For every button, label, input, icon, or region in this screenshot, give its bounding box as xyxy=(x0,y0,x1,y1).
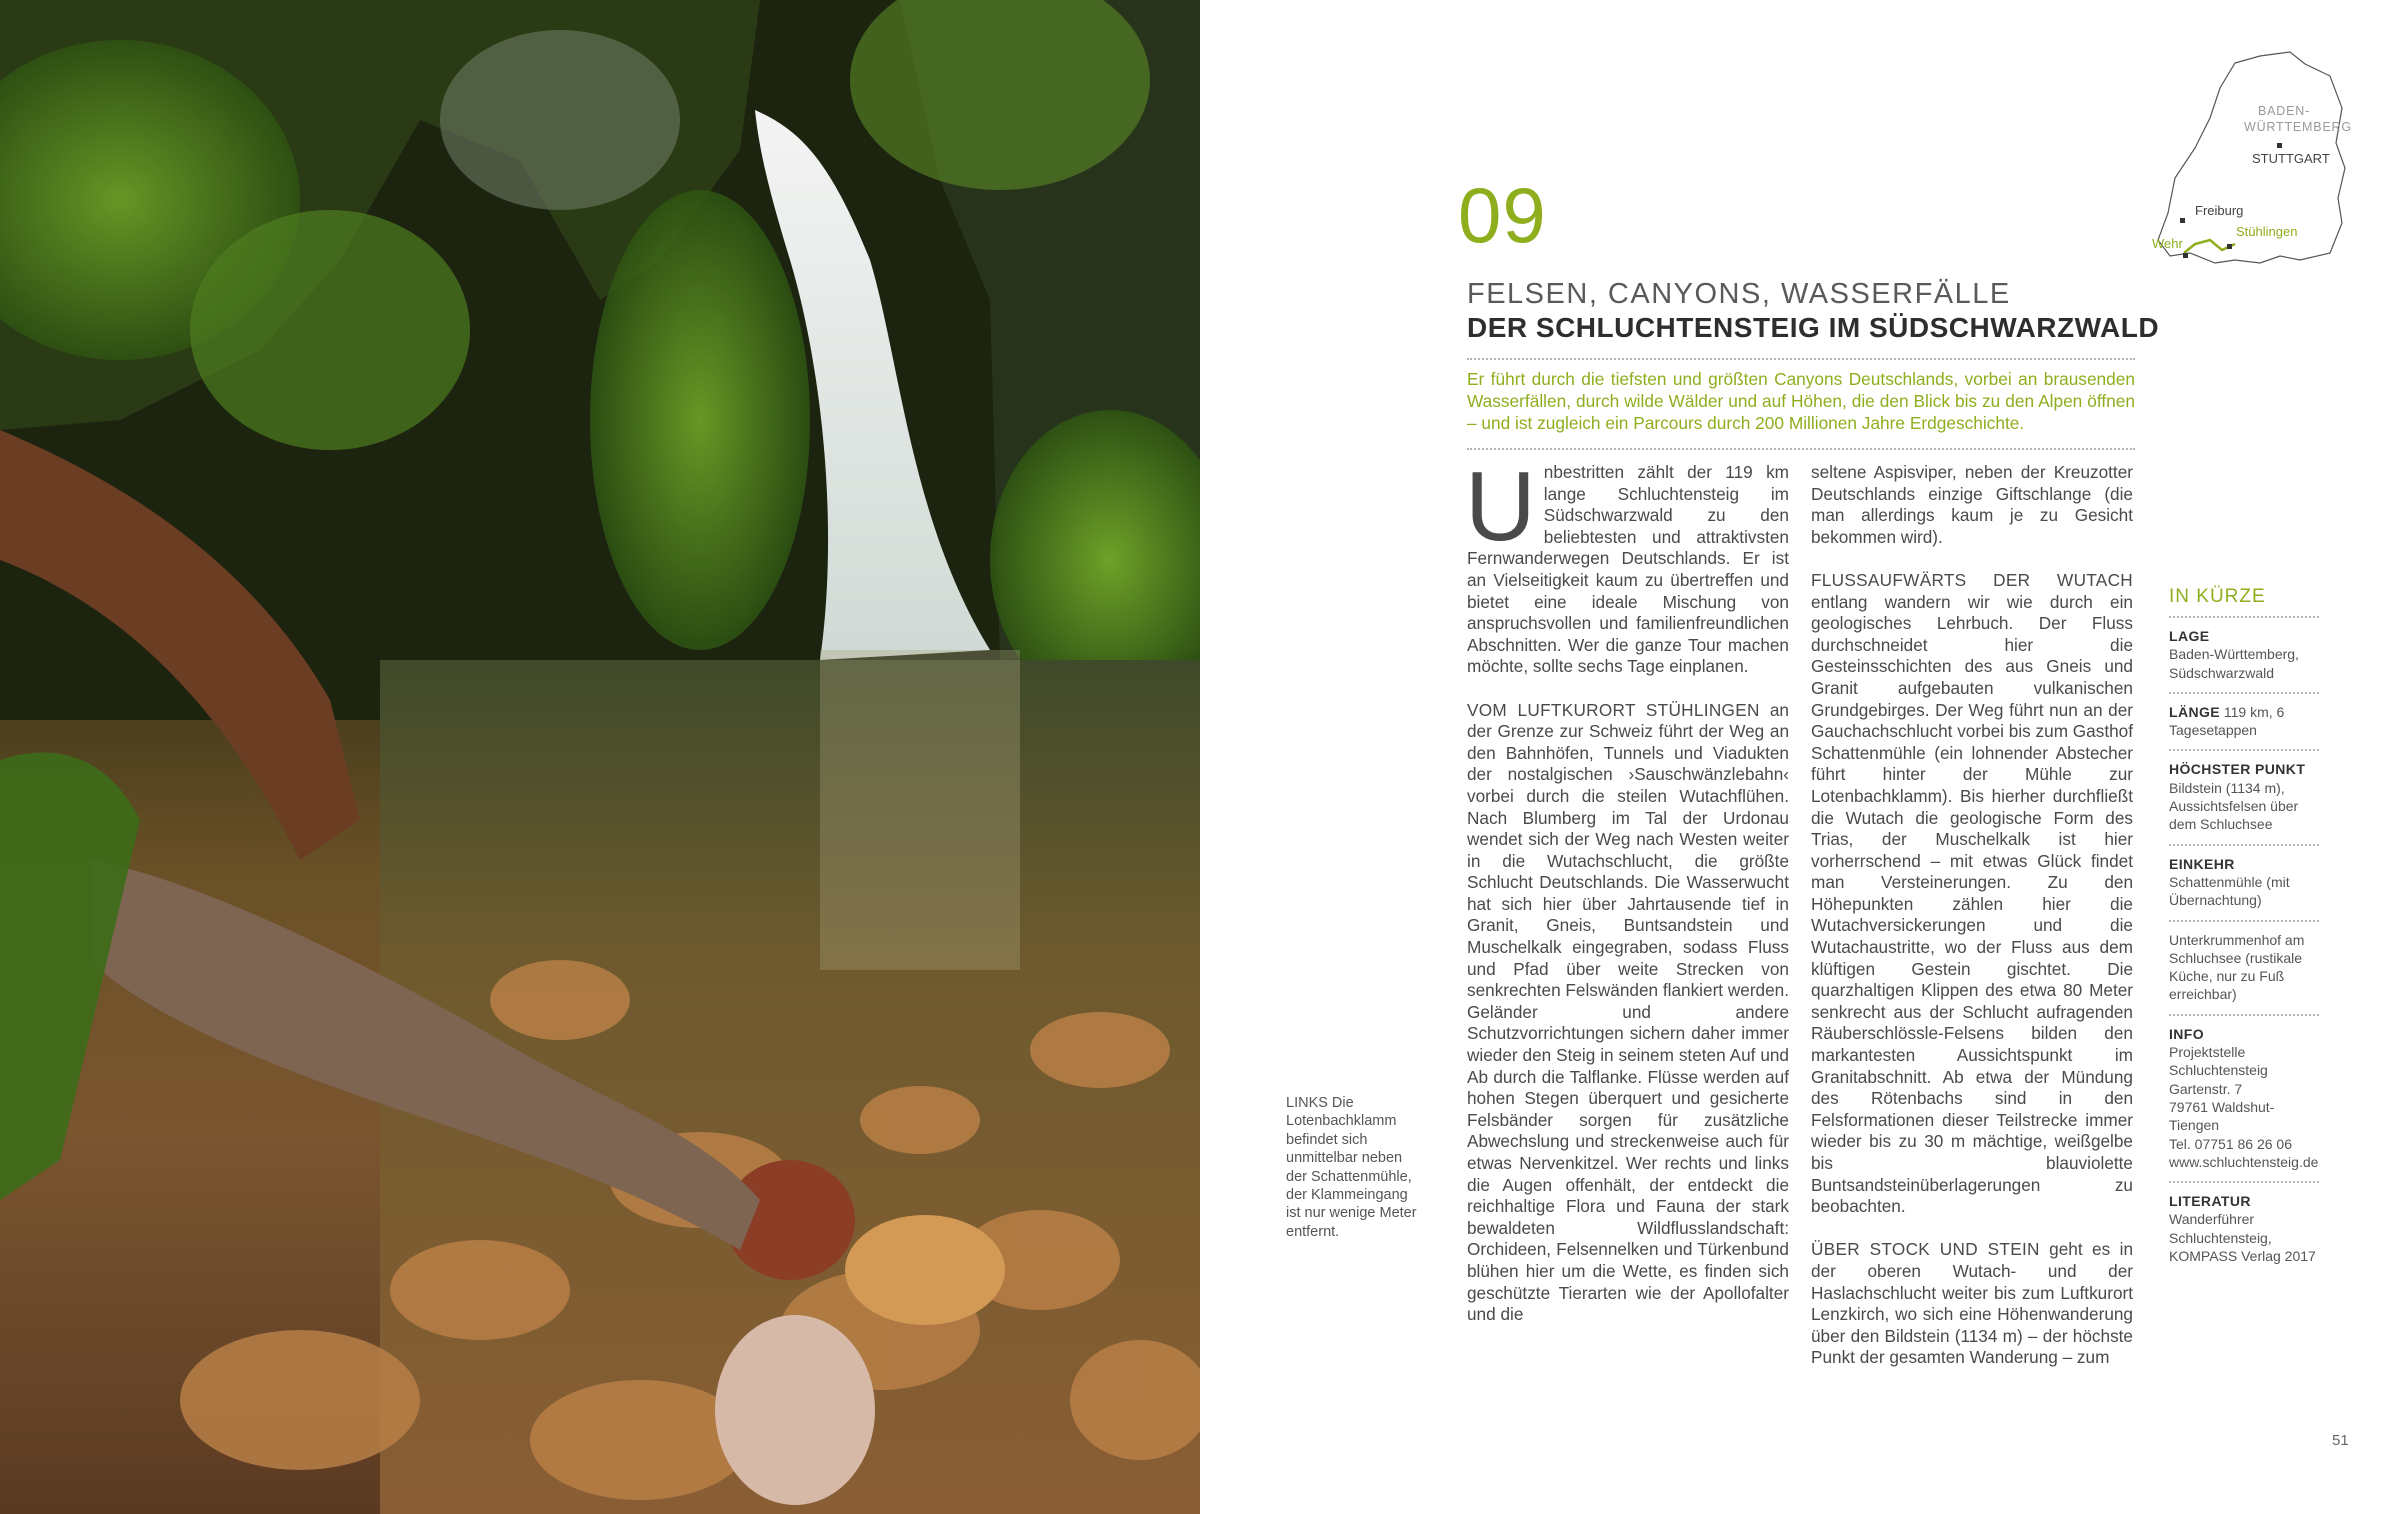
fact-label: INFO xyxy=(2169,1025,2205,1042)
paragraph-4-lead: FLUSSAUFWÄRTS DER WUTACH xyxy=(1811,569,2133,590)
body-paragraph-4 xyxy=(1811,570,2133,1218)
fact-label: EINKEHR xyxy=(2169,855,2235,872)
info-line: Tel. 07751 86 26 06 xyxy=(2169,1135,2292,1152)
paragraph-2-lead: VOM LUFTKURORT STÜHLINGEN xyxy=(1467,699,1760,720)
fact-laenge xyxy=(2169,692,2319,750)
literatur-line: Schluchtensteig, xyxy=(2169,1229,2272,1246)
fact-label: LÄNGE xyxy=(2169,703,2220,720)
body-column-1 xyxy=(1465,451,1789,1347)
body-paragraph-1 xyxy=(1465,451,1789,678)
chapter-kicker: FELSEN, CANYONS, WASSERFÄLLE xyxy=(1467,278,2011,310)
map-label-stuehlingen: Stühlingen xyxy=(2236,224,2298,239)
fact-label: LAGE xyxy=(2169,628,2210,644)
map-region-label-2: WÜRTTEMBERG xyxy=(2244,120,2352,134)
paragraph-2-text: an der Grenze zur Schweiz führt der Weg an den Bahnhöfen, Tunnels und Viadukten der nostalgischen ›Sauschwänzlebahn‹ vorbei durch die steilen Wutachflühen. Nach Blumberg im Tal der Urdonau wendet sich der Weg nach Westen weiter in die Wutachschlucht, die größte Schlucht Deutschlands. Die Wasserwucht hat sich hier über Jahrtausende tief in Granit, Gneis, Buntsandstein und Muschelkalk eingegraben, sodass Fluss und Pfad über weite Strecken von senkrechten Felswänden flankiert werden. Geländer und andere Schutzvorrichtungen sichern daher immer wieder den Steig in seinem steten Auf und Ab durch die Talflanke. Flüsse werden auf hohen Stegen überquert und gesicherte Felsbänder sorgen für zusätzliche Abwechslung und streckenweise auch für etwas Nervenkitzel. Wer rechts und links die Augen offenhält, der entdeckt die reichhaltige Flora und Fauna der stark bewaldeten Wildflusslandschaft: Orchideen, Felsennelken und Türkenbund blühen hier um die Wette, es finden sich geschützte Tierarten wie der Apollofalter und die xyxy=(1467,699,1789,1325)
literatur-line: Wanderführer xyxy=(2169,1211,2255,1228)
stuehlingen-marker xyxy=(2227,244,2232,249)
map-label-stuttgart: STUTTGART xyxy=(2252,151,2330,166)
fact-value: 119 km, 6 Tagesetappen xyxy=(2169,703,2285,739)
fact-value: Baden-Württemberg, Südschwarzwald xyxy=(2169,646,2299,681)
title-divider xyxy=(1467,358,2135,360)
page-number: 51 xyxy=(2332,1432,2349,1449)
info-line: Gartenstr. 7 xyxy=(2169,1080,2243,1097)
fact-einkehr xyxy=(2169,844,2319,920)
info-line: Projektstelle xyxy=(2169,1044,2246,1061)
literatur-line: KOMPASS Verlag 2017 xyxy=(2169,1248,2316,1265)
chapter-number: 09 xyxy=(1458,171,1547,259)
lead-paragraph: Er führt durch die tiefsten und größten Canyons Deutschlands, vorbei an brausenden Wasserfällen, durch wilde Wälder und auf Höhen, die den Blick bis zu den Alpen öffnen – und ist zugleich ein Parcours durch 200 Millionen Jahre Erdgeschichte. xyxy=(1467,369,2135,433)
info-website-link[interactable]: www.schluchtensteig.de xyxy=(2169,1153,2319,1170)
chapter-title: DER SCHLUCHTENSTEIG IM SÜDSCHWARZWALD xyxy=(1467,312,2160,343)
paragraph-5-lead: ÜBER STOCK UND STEIN xyxy=(1811,1239,2040,1260)
fact-value: Schattenmühle (mit Übernachtung) xyxy=(2169,873,2290,909)
freiburg-marker xyxy=(2180,218,2185,223)
photo-caption: LINKS Die Lotenbachklamm befindet sich unmittelbar neben der Schattenmühle, der Klammeingang ist nur wenige Meter entfernt. xyxy=(1286,1095,1417,1240)
map-label-wehr: Wehr xyxy=(2152,236,2183,251)
paragraph-4-text: entlang wandern wir wie durch ein geologisches Lehrbuch. Der Fluss durchschneidet hier die Gesteinsschichten des aus Gneis und Granit aufgebauten vulkanischen Grundgebirges. Der Weg führt nun an der Gauchachschlucht vorbei bis zum Gasthof Schattenmühle (ein lohnender Abstecher führt hinter der Mühle zur Lotenbachklamm). Bis hierher durchfließt die Wutach die geologische Form des Trias, der Muschelkalk ist hier vorherrschend – mit etwas Glück findet man Versteinerungen. Zu den Höhepunkten zählen hier die Wutachversickerungen und die Wutachaustritte, wo der Fluss aus dem klüftigen Gestein gischtet. Die quarzhaltigen Klippen des etwa 80 Meter senkrecht aus der Schlucht aufragenden Räuberschlössle-Felsens bilden den markantesten Aussichtspunkt im Granitabschnitt. Ab etwa der Mündung des Rötenbachs sind in den Felsformationen dieser Teilstrecke immer wieder bis zu 30 m mächtige, weißgelbe bis blauviolette Buntsandsteinüberlagerungen zu beobachten. xyxy=(1811,591,2133,1217)
drop-cap: U xyxy=(1465,451,1536,561)
map-region-label-1: BADEN- xyxy=(2258,104,2311,118)
body-paragraph-3: seltene Aspisviper, neben der Kreuzotter Deutschlands einzige Giftschlange (die man allerdings kaum je zu Gesicht bekommen wird). xyxy=(1811,462,2133,547)
wehr-marker xyxy=(2183,253,2188,258)
fact-einkehr-2 xyxy=(2169,920,2319,1014)
paragraph-1-text: nbestritten zählt der 119 km lange Schluchtensteig im Südschwarzwald zu den beliebtesten und attraktivsten Fernwanderwegen Deutschlands. Er ist an Vielseitigkeit kaum zu übertreffen und bietet eine ideale Mischung von anspruchsvollen und familienfreundlichen Abschnitten. Wer die ganze Tour machen möchte, sollte sechs Tage einplanen. xyxy=(1467,462,1789,677)
lead-divider xyxy=(1467,448,2135,450)
body-paragraph-2 xyxy=(1467,700,1789,1326)
body-paragraph-5 xyxy=(1811,1239,2133,1369)
fact-value: Unterkrummenhof am Schluchsee (rustikale Küche, nur zu Fuß erreichbar) xyxy=(2169,931,2305,1003)
fact-label: LITERATUR xyxy=(2169,1193,2251,1210)
fact-literatur xyxy=(2169,1181,2319,1275)
fact-hoechster-punkt xyxy=(2169,749,2319,843)
fact-info xyxy=(2169,1014,2319,1181)
region-map xyxy=(2140,48,2360,273)
stuttgart-marker xyxy=(2277,143,2282,148)
info-line: Schluchtensteig xyxy=(2169,1062,2268,1079)
fact-lage xyxy=(2169,616,2319,692)
fact-label: HÖCHSTER PUNKT xyxy=(2169,761,2306,778)
info-line: 79761 Waldshut-Tiengen xyxy=(2169,1098,2275,1134)
sidebar-title: IN KÜRZE xyxy=(2169,586,2266,607)
facts-sidebar xyxy=(2169,586,2319,1275)
body-column-2 xyxy=(1811,462,2133,1391)
paragraph-5-text: geht es in der oberen Wutach- und der Haslachschlucht weiter bis zum Luftkurort Lenzkirch, wo sich eine Höhenwanderung über den Bildstein (1134 m) – der höchste Punkt der gesamten Wanderung – zum xyxy=(1811,1239,2134,1368)
fact-value: Bildstein (1134 m), Aussichtsfelsen über dem Schluchsee xyxy=(2169,779,2299,833)
map-label-freiburg: Freiburg xyxy=(2195,203,2244,218)
